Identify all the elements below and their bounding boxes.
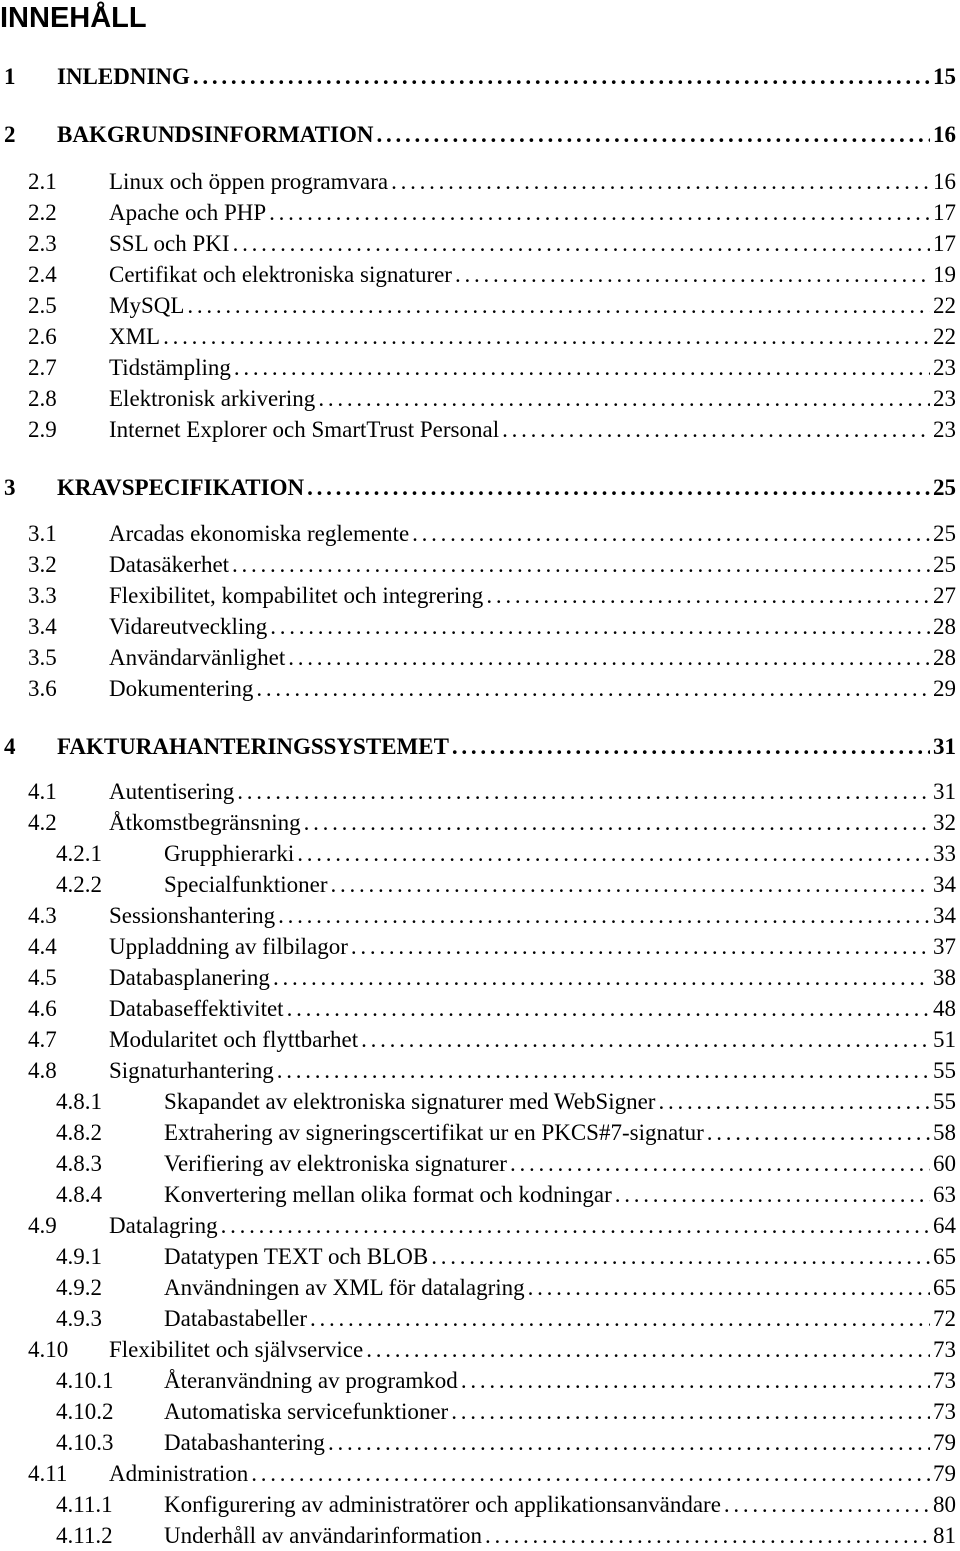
toc-entry[interactable]: [56, 839, 956, 869]
toc-entry-number: 4.6: [28, 996, 57, 1021]
toc-entry-page: 73: [933, 1399, 956, 1424]
toc-entry-number: 4.9.1: [56, 1244, 102, 1269]
toc-entry-number: 4.7: [28, 1027, 57, 1052]
toc-entry-page: 16: [933, 122, 956, 147]
toc-entry-number: 3.4: [28, 614, 57, 639]
dot-leader: [376, 120, 930, 150]
toc-entry-number: 3.3: [28, 583, 57, 608]
toc-entry-number: 2.5: [28, 293, 57, 318]
toc-entry[interactable]: [4, 120, 956, 150]
dot-leader: [163, 322, 930, 352]
toc-entry-number: 4.11.2: [56, 1523, 113, 1548]
toc-entry-number: 2.8: [28, 386, 57, 411]
toc-entry[interactable]: [56, 1366, 956, 1396]
toc-entry-number: 4: [4, 734, 16, 759]
toc-entry-label: INLEDNING: [57, 64, 190, 89]
dot-leader: [455, 260, 930, 290]
dot-leader: [412, 519, 930, 549]
toc-entry[interactable]: [28, 550, 956, 580]
toc-entry-page: 28: [933, 645, 956, 670]
toc-entry[interactable]: [28, 353, 956, 383]
toc-entry-label: Åtkomstbegränsning: [109, 810, 301, 835]
toc-entry[interactable]: [56, 1180, 956, 1210]
toc-entry-number: 3: [4, 475, 16, 500]
toc-entry-label: Verifiering av elektroniska signaturer: [164, 1151, 507, 1176]
toc-entry-label: Elektronisk arkivering: [109, 386, 316, 411]
toc-entry-label: Sessionshantering: [109, 903, 276, 928]
toc-entry-label: SSL och PKI: [109, 231, 230, 256]
toc-entry-label: MySQL: [109, 293, 185, 318]
toc-entry-page: 37: [933, 934, 956, 959]
toc-entry-page: 65: [933, 1275, 956, 1300]
toc-entry-number: 2.1: [28, 169, 57, 194]
toc-entry-page: 15: [933, 64, 956, 89]
toc-entry[interactable]: [28, 291, 956, 321]
toc-entry-page: 22: [933, 293, 956, 318]
toc-entry[interactable]: [28, 229, 956, 259]
toc-entry-label: Återanvändning av programkod: [164, 1368, 458, 1393]
toc-entry-number: 4.2: [28, 810, 57, 835]
toc-entry-page: 34: [933, 903, 956, 928]
toc-entry-page: 55: [933, 1089, 956, 1114]
toc-entry-label: Användningen av XML för datalagring: [164, 1275, 525, 1300]
toc-entry-number: 2.3: [28, 231, 57, 256]
toc-entry[interactable]: [28, 167, 956, 197]
toc-entry[interactable]: [28, 808, 956, 838]
dot-leader: [615, 1180, 930, 1210]
toc-entry[interactable]: [56, 1087, 956, 1117]
toc-entry[interactable]: [28, 384, 956, 414]
dot-leader: [277, 1056, 930, 1086]
toc-entry-page: 17: [933, 231, 956, 256]
toc-entry[interactable]: [4, 62, 956, 92]
toc-entry-number: 4.4: [28, 934, 57, 959]
toc-entry[interactable]: [28, 963, 956, 993]
toc-entry-label: Signaturhantering: [109, 1058, 274, 1083]
toc-entry-label: Datalagring: [109, 1213, 218, 1238]
toc-entry-label: Skapandet av elektroniska signaturer med WebSigner: [164, 1089, 656, 1114]
toc-entry-number: 4.2.1: [56, 841, 102, 866]
toc-entry-page: 22: [933, 324, 956, 349]
toc-entry-number: 2.9: [28, 417, 57, 442]
toc-entry-page: 79: [933, 1461, 956, 1486]
dot-leader: [328, 1428, 930, 1458]
toc-entry-label: Uppladdning av filbilagor: [109, 934, 348, 959]
toc-entry-label: Konvertering mellan olika format och kodningar: [164, 1182, 612, 1207]
dot-leader: [288, 643, 930, 673]
toc-entry[interactable]: [56, 870, 956, 900]
dot-leader: [502, 415, 930, 445]
toc-entry-label: Vidareutveckling: [109, 614, 268, 639]
toc-entry-label: Arcadas ekonomiska reglemente: [109, 521, 410, 546]
toc-entry-number: 2.7: [28, 355, 57, 380]
toc-entry[interactable]: [28, 1211, 956, 1241]
toc-entry-number: 2.6: [28, 324, 57, 349]
dot-leader: [273, 963, 930, 993]
dot-leader: [461, 1366, 930, 1396]
toc-entry-page: 17: [933, 200, 956, 225]
dot-leader: [485, 1521, 930, 1551]
toc-entry-page: 25: [933, 475, 956, 500]
toc-entry-label: Tidstämpling: [109, 355, 231, 380]
toc-entry[interactable]: [56, 1304, 956, 1334]
dot-leader: [251, 1459, 930, 1489]
dot-leader: [233, 229, 930, 259]
toc-entry-label: Automatiska servicefunktioner: [164, 1399, 449, 1424]
toc-entry-page: 28: [933, 614, 956, 639]
dot-leader: [391, 167, 930, 197]
toc-entry-number: 3.5: [28, 645, 57, 670]
toc-entry[interactable]: [28, 994, 956, 1024]
toc-entry-page: 51: [933, 1027, 956, 1052]
toc-entry[interactable]: [28, 519, 956, 549]
toc-entry-label: Dokumentering: [109, 676, 254, 701]
dot-leader: [366, 1335, 930, 1365]
toc-entry[interactable]: [56, 1521, 956, 1551]
dot-leader: [307, 473, 930, 503]
toc-entry[interactable]: [28, 260, 956, 290]
dot-leader: [451, 1397, 930, 1427]
dot-leader: [304, 808, 930, 838]
toc-entry-label: Användarvänlighet: [109, 645, 286, 670]
toc-entry-number: 4.9: [28, 1213, 57, 1238]
toc-entry-page: 80: [933, 1492, 956, 1517]
toc-entry-page: 48: [933, 996, 956, 1021]
toc-entry-number: 3.6: [28, 676, 57, 701]
toc-entry-number: 4.8.2: [56, 1120, 102, 1145]
dot-leader: [452, 732, 930, 762]
toc-entry-number: 4.8: [28, 1058, 57, 1083]
toc-entry-number: 4.10.2: [56, 1399, 114, 1424]
dot-leader: [431, 1242, 930, 1272]
toc-entry-label: Konfigurering av administratörer och applikationsanvändare: [164, 1492, 721, 1517]
toc-entry-page: 81: [933, 1523, 956, 1548]
toc-entry[interactable]: [28, 1335, 956, 1365]
toc-entry-page: 16: [933, 169, 956, 194]
toc-entry-label: Databaseffektivitet: [109, 996, 284, 1021]
toc-entry-label: Modularitet och flyttbarhet: [109, 1027, 359, 1052]
toc-entry-label: Underhåll av användarinformation: [164, 1523, 483, 1548]
toc-entry-number: 2.2: [28, 200, 57, 225]
toc-entry[interactable]: [28, 612, 956, 642]
toc-entry-page: 38: [933, 965, 956, 990]
dot-leader: [232, 550, 930, 580]
dot-leader: [331, 870, 930, 900]
toc-entry[interactable]: [28, 674, 956, 704]
toc-entry-label: Flexibilitet, kompabilitet och integrering: [109, 583, 484, 608]
toc-entry-number: 4.9.2: [56, 1275, 102, 1300]
toc-entry-page: 19: [933, 262, 956, 287]
dot-leader: [278, 901, 930, 931]
toc-entry-label: Flexibilitet och självservice: [109, 1337, 364, 1362]
toc-entry[interactable]: [56, 1397, 956, 1427]
toc-entry-page: 23: [933, 417, 956, 442]
toc-entry-number: 4.10.3: [56, 1430, 114, 1455]
toc-entry-page: 29: [933, 676, 956, 701]
page-title: INNEHÅLL: [0, 2, 147, 34]
dot-leader: [658, 1087, 930, 1117]
toc-entry-label: XML: [109, 324, 161, 349]
toc-entry[interactable]: [28, 932, 956, 962]
toc-entry[interactable]: [28, 901, 956, 931]
toc-entry[interactable]: [28, 322, 956, 352]
toc-entry[interactable]: [28, 415, 956, 445]
toc-entry-label: Datatypen TEXT och BLOB: [164, 1244, 429, 1269]
toc-entry[interactable]: [56, 1118, 956, 1148]
toc-entry-number: 4.9.3: [56, 1306, 102, 1331]
dot-leader: [287, 994, 930, 1024]
toc-entry-label: Databashantering: [164, 1430, 325, 1455]
toc-entry-label: Autentisering: [109, 779, 235, 804]
dot-leader: [297, 839, 930, 869]
toc-entry-label: Specialfunktioner: [164, 872, 328, 897]
toc-entry-label: Extrahering av signeringscertifikat ur en PKCS#7-signatur: [164, 1120, 704, 1145]
toc-entry-number: 4.2.2: [56, 872, 102, 897]
toc-entry-number: 4.1: [28, 779, 57, 804]
toc-entry-label: Datasäkerhet: [109, 552, 230, 577]
toc-entry[interactable]: [28, 1056, 956, 1086]
dot-leader: [256, 674, 930, 704]
dot-leader: [318, 384, 930, 414]
toc-entry[interactable]: [28, 777, 956, 807]
dot-leader: [221, 1211, 930, 1241]
toc-entry-number: 4.8.3: [56, 1151, 102, 1176]
toc-entry-page: 33: [933, 841, 956, 866]
toc-entry-number: 4.8.4: [56, 1182, 102, 1207]
toc-entry-number: 4.3: [28, 903, 57, 928]
dot-leader: [193, 62, 930, 92]
toc-entry-number: 4.10.1: [56, 1368, 114, 1393]
toc-entry-number: 4.8.1: [56, 1089, 102, 1114]
toc-entry-page: 63: [933, 1182, 956, 1207]
toc-entry-number: 4.10: [28, 1337, 69, 1362]
toc-entry-number: 2: [4, 122, 16, 147]
toc-entry-label: Grupphierarki: [164, 841, 295, 866]
toc-entry-number: 4.11: [28, 1461, 68, 1486]
toc-entry[interactable]: [56, 1242, 956, 1272]
toc-entry[interactable]: [56, 1490, 956, 1520]
toc-entry-page: 31: [933, 734, 956, 759]
toc-entry-label: KRAVSPECIFIKATION: [57, 475, 305, 500]
dot-leader: [510, 1149, 930, 1179]
toc-entry-page: 27: [933, 583, 956, 608]
toc-entry-page: 23: [933, 355, 956, 380]
dot-leader: [234, 353, 930, 383]
toc-entry-label: BAKGRUNDSINFORMATION: [57, 122, 374, 147]
toc-entry-page: 58: [933, 1120, 956, 1145]
dot-leader: [361, 1025, 930, 1055]
toc-entry[interactable]: [28, 581, 956, 611]
dot-leader: [310, 1304, 930, 1334]
toc-entry-number: 2.4: [28, 262, 57, 287]
dot-leader: [707, 1118, 930, 1148]
toc-entry-number: 4.5: [28, 965, 57, 990]
toc-entry-page: 73: [933, 1368, 956, 1393]
dot-leader: [724, 1490, 930, 1520]
dot-leader: [486, 581, 930, 611]
toc-entry-page: 34: [933, 872, 956, 897]
toc-entry[interactable]: [56, 1428, 956, 1458]
toc-entry-page: 73: [933, 1337, 956, 1362]
toc-entry-label: Apache och PHP: [109, 200, 267, 225]
toc-entry-page: 31: [933, 779, 956, 804]
toc-entry[interactable]: [28, 198, 956, 228]
toc-entry-label: Databastabeller: [164, 1306, 308, 1331]
dot-leader: [528, 1273, 930, 1303]
toc-entry-page: 72: [933, 1306, 956, 1331]
toc-entry[interactable]: [28, 1459, 956, 1489]
toc-entry[interactable]: [56, 1149, 956, 1179]
toc-entry-page: 64: [933, 1213, 956, 1238]
toc-entry-page: 65: [933, 1244, 956, 1269]
dot-leader: [187, 291, 930, 321]
toc-entry[interactable]: [28, 1025, 956, 1055]
toc-entry-page: 60: [933, 1151, 956, 1176]
toc-entry[interactable]: [4, 732, 956, 762]
toc-entry-page: 25: [933, 521, 956, 546]
toc-entry[interactable]: [4, 473, 956, 503]
toc-entry-number: 1: [4, 64, 16, 89]
toc-entry-page: 25: [933, 552, 956, 577]
toc-entry-label: Linux och öppen programvara: [109, 169, 389, 194]
toc-entry-number: 3.2: [28, 552, 57, 577]
toc-entry-label: Certifikat och elektroniska signaturer: [109, 262, 452, 287]
dot-leader: [237, 777, 930, 807]
toc-entry-page: 79: [933, 1430, 956, 1455]
dot-leader: [270, 612, 930, 642]
dot-leader: [269, 198, 930, 228]
toc-entry-label: FAKTURAHANTERINGSSYSTEMET: [57, 734, 449, 759]
toc-entry-label: Internet Explorer och SmartTrust Personal: [109, 417, 500, 442]
toc-entry-label: Administration: [109, 1461, 249, 1486]
toc-entry-page: 32: [933, 810, 956, 835]
toc-entry[interactable]: [56, 1273, 956, 1303]
toc-entry-number: 3.1: [28, 521, 57, 546]
toc-entry-page: 23: [933, 386, 956, 411]
toc-entry[interactable]: [28, 643, 956, 673]
dot-leader: [351, 932, 930, 962]
toc-entry-page: 55: [933, 1058, 956, 1083]
toc-entry-number: 4.11.1: [56, 1492, 113, 1517]
toc-entry-label: Databasplanering: [109, 965, 270, 990]
